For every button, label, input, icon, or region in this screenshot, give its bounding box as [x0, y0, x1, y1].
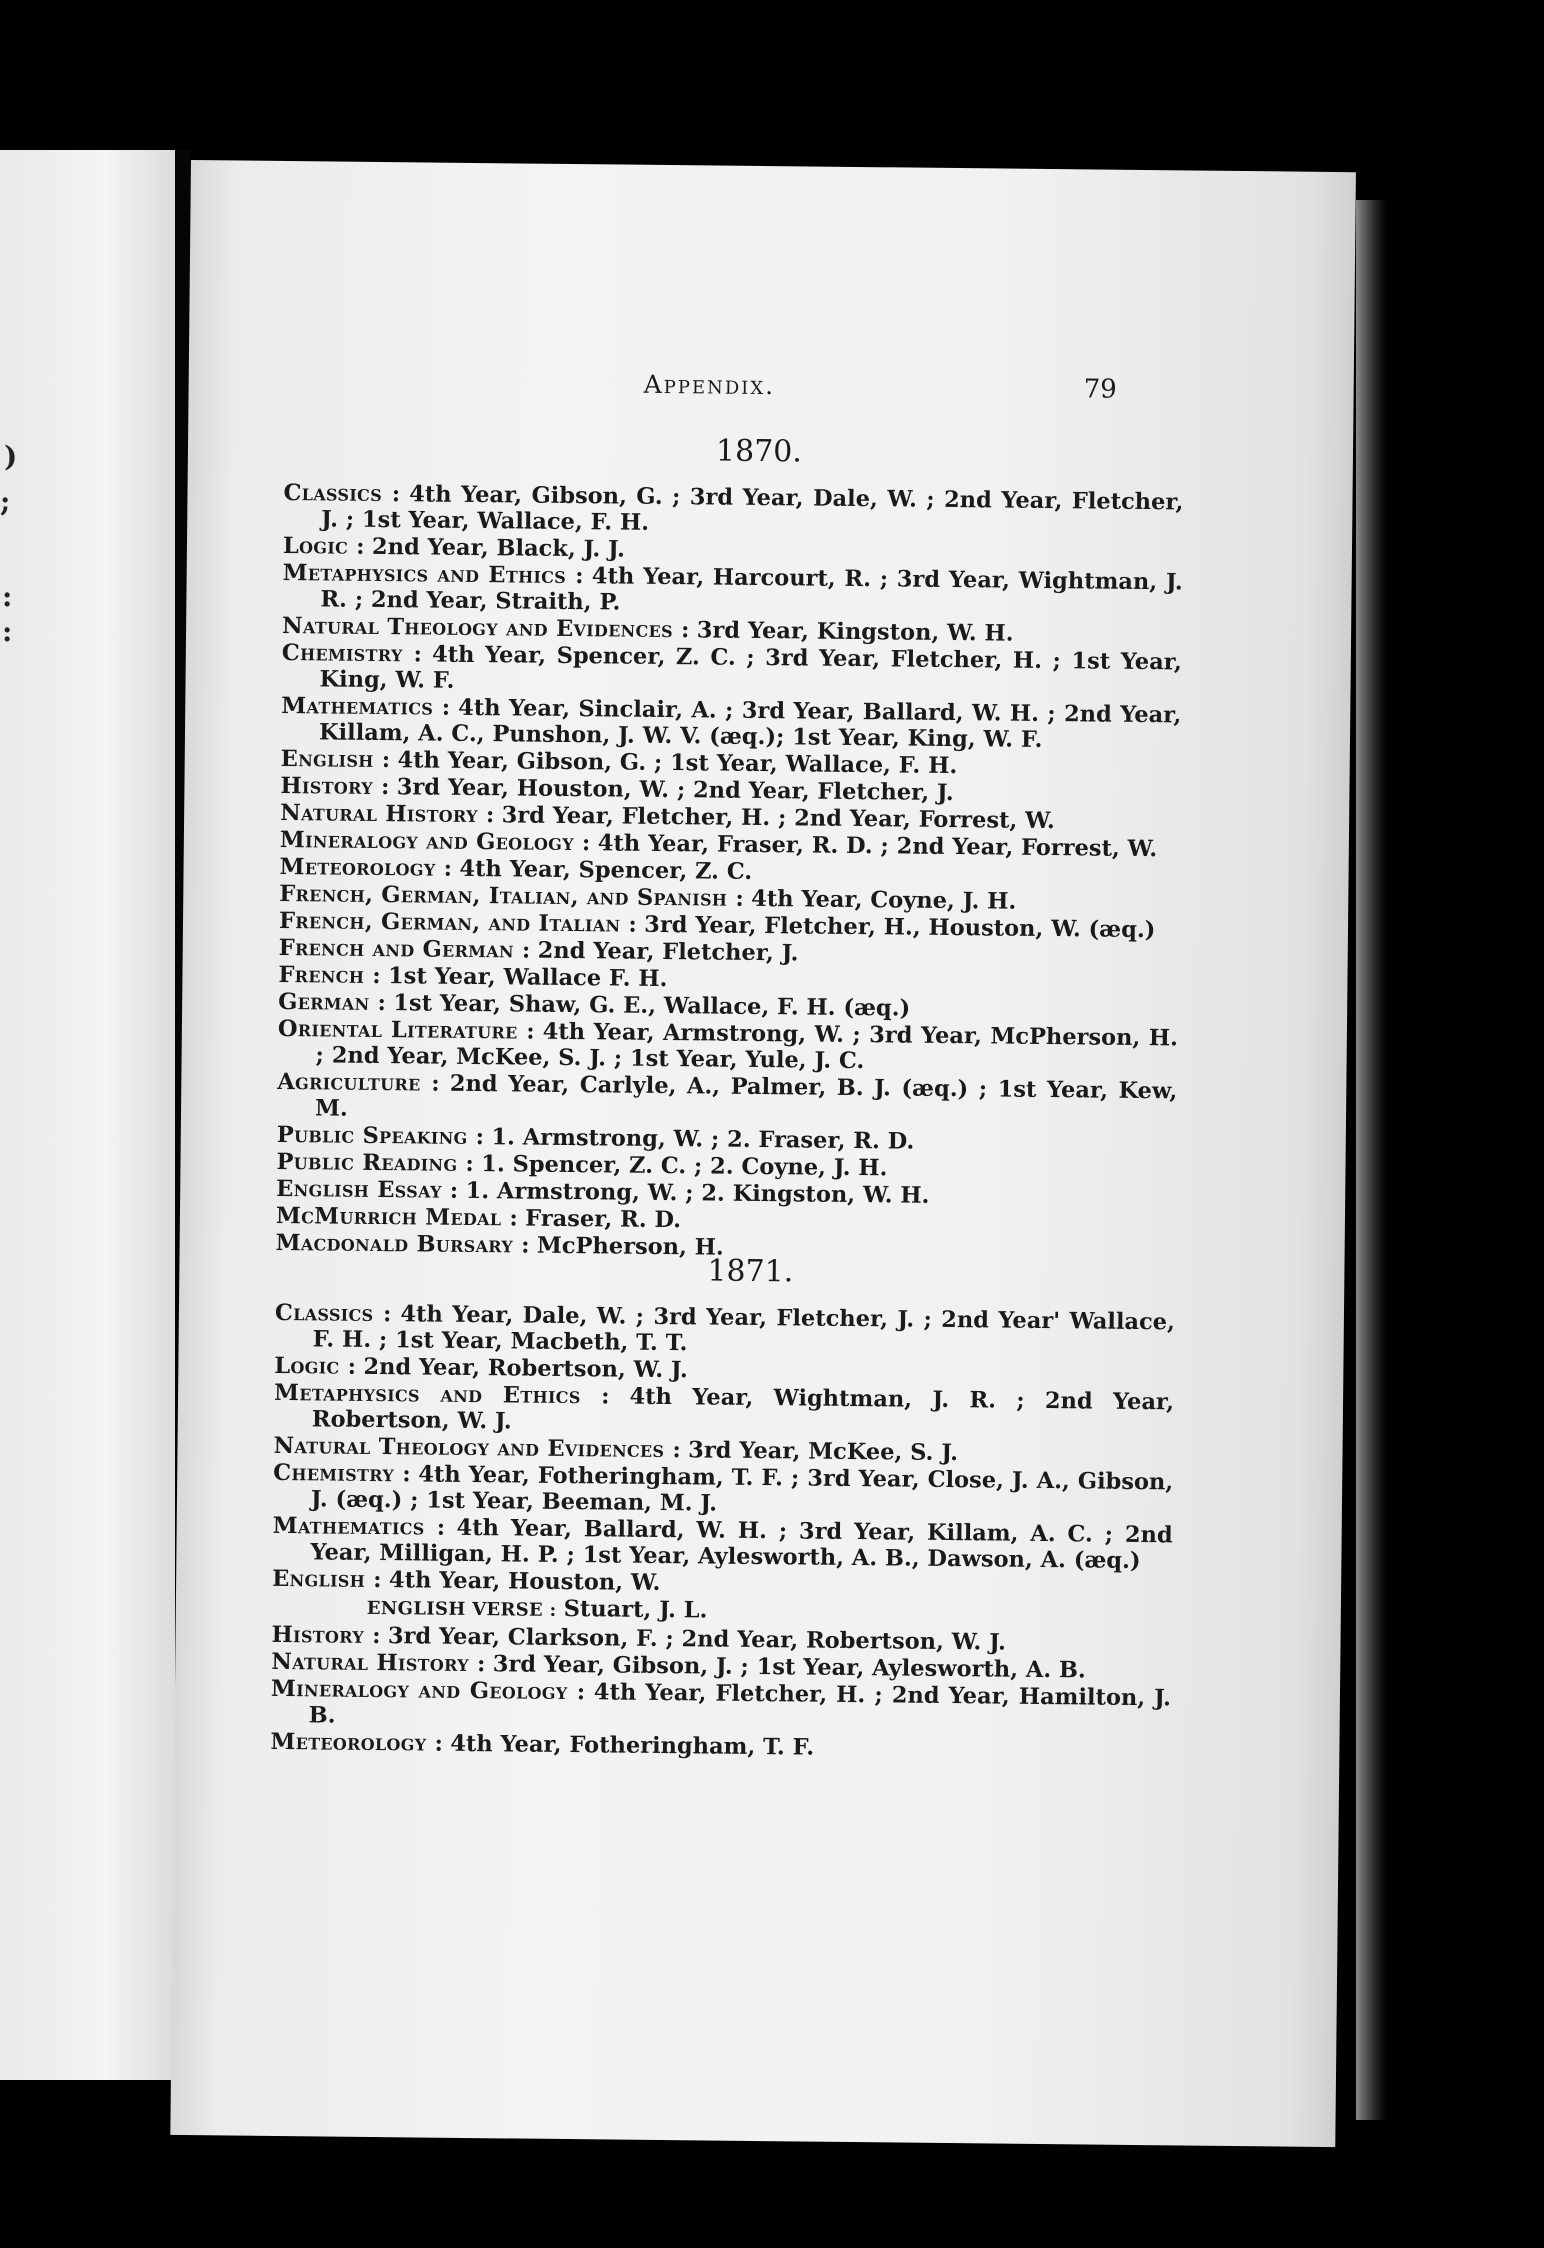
award-text: 4th Year, Spencer, Z. C. ; 3rd Year, Fletcher, H. ; 1st Year, King, W. F.: [319, 641, 1182, 694]
subject-label: Natural History :: [280, 799, 495, 829]
award-text: 3rd Year, Clarkson, F. ; 2nd Year, Robertson, W. J.: [387, 1623, 1007, 1656]
subject-label: Mineralogy and Geology :: [279, 826, 591, 857]
award-text: 4th Year, Ballard, W. H. ; 3rd Year, Killam, A. C. ; 2nd Year, Milligan, H. P. ; 1st Year, Aylesworth, A. B., Dawson, A. (æq.): [310, 1514, 1173, 1575]
subject-label: Natural Theology and Evidences :: [281, 612, 690, 644]
award-text: 3rd Year, Fletcher, H., Houston, W. (æq.): [644, 911, 1156, 944]
subject-label: Metaphysics and Ethics :: [282, 559, 584, 590]
subject-label: ENGLISH VERSE :: [366, 1597, 557, 1621]
award-text: 4th Year, Fletcher, H. ; 2nd Year, Hamilton, J. B.: [308, 1679, 1172, 1729]
award-text: 2nd Year, Carlyle, A., Palmer, B. J. (æq.) ; 1st Year, Kew, M.: [314, 1070, 1178, 1122]
award-text: 1st Year, Wallace F. H.: [387, 963, 668, 993]
entry-list: [276, 480, 1184, 1265]
running-title: Appendix.: [643, 369, 776, 401]
subject-label: Public Speaking :: [276, 1121, 485, 1151]
award-text: 3rd Year, Fletcher, H. ; 2nd Year, Forrest, W.: [501, 802, 1055, 835]
award-text: 3rd Year, Kingston, W. H.: [696, 617, 1014, 647]
award-entry: [283, 480, 1183, 541]
subject-label: French, German, and Italian :: [278, 907, 638, 938]
award-entry: [277, 1016, 1177, 1077]
subject-label: Chemistry :: [281, 639, 423, 668]
subject-label: Natural Theology and Evidences :: [273, 1432, 682, 1464]
award-text: 2nd Year, Fletcher, J.: [537, 937, 799, 967]
page-number: 79: [1083, 374, 1117, 405]
page-edge-shadow: [1356, 200, 1386, 2120]
subject-label: English Essay :: [276, 1175, 459, 1204]
subject-label: Mineralogy and Geology :: [270, 1675, 586, 1706]
subject-label: Metaphysics and Ethics :: [273, 1379, 610, 1410]
subject-label: McMurrich Medal :: [275, 1202, 519, 1232]
subject-label: Mathematics :: [272, 1512, 446, 1541]
award-text: 3rd Year, Houston, W. ; 2nd Year, Fletcher, J.: [396, 774, 954, 807]
book-page: [170, 160, 1356, 2147]
award-text: 1st Year, Shaw, G. E., Wallace, F. H. (æq.): [393, 990, 911, 1022]
award-entry: [271, 1676, 1171, 1737]
award-entry: [272, 1513, 1172, 1574]
award-text: 4th Year, Spencer, Z. C.: [459, 855, 753, 885]
award-text: 4th Year, Dale, W. ; 3rd Year, Fletcher, J. ; 2nd Year' Wallace, F. H. ; 1st Year, Macbeth, T. T.: [312, 1301, 1176, 1357]
award-text: 3rd Year, Gibson, J. ; 1st Year, Aylesworth, A. B.: [492, 1651, 1086, 1684]
award-text: 1. Spencer, Z. C. ; 2. Coyne, J. H.: [481, 1151, 888, 1182]
award-text: 4th Year, Fraser, R. D. ; 2nd Year, Forrest, W.: [597, 830, 1158, 863]
award-entry: [281, 693, 1181, 754]
award-text: 4th Year, Harcourt, R. ; 3rd Year, Wightman, J. R. ; 2nd Year, Straith, P.: [320, 563, 1183, 616]
award-text: 4th Year, Gibson, G. ; 3rd Year, Dale, W. ; 2nd Year, Fletcher, J. ; 1st Year, Wallace, F. H.: [321, 481, 1184, 536]
subject-label: Macdonald Bursary :: [275, 1229, 530, 1259]
subject-label: English :: [280, 745, 391, 774]
subject-label: Logic :: [274, 1352, 357, 1380]
year-heading: 1870.: [715, 433, 803, 470]
subject-label: French and German :: [278, 934, 531, 964]
award-text: 4th Year, Gibson, G. ; 1st Year, Wallace, F. H.: [397, 747, 958, 780]
award-entry: [281, 640, 1181, 701]
year-heading: 1871.: [707, 1253, 794, 1290]
award-entry: [274, 1380, 1174, 1441]
award-text: McPherson, H.: [536, 1232, 724, 1261]
award-text: 4th Year, Sinclair, A. ; 3rd Year, Ballard, W. H. ; 2nd Year, Killam, A. C., Punshon, J. W. V. (æq.); 1st Year, King, W. F.: [318, 694, 1182, 753]
award-text: 1. Armstrong, W. ; 2. Fraser, R. D.: [491, 1124, 915, 1155]
award-text: 4th Year, Coyne, J. H.: [751, 885, 1017, 915]
award-entry: [277, 1069, 1177, 1130]
subject-label: English :: [272, 1565, 382, 1594]
section-1871: [270, 1249, 1175, 1765]
award-entry: [282, 560, 1182, 621]
subject-label: Oriental Literature :: [277, 1015, 536, 1045]
subject-label: French :: [278, 961, 382, 990]
award-entry: [275, 1300, 1175, 1361]
subject-label: Mathematics :: [281, 692, 451, 721]
award-text: 4th Year, Armstrong, W. ; 3rd Year, McPherson, H. ; 2nd Year, McKee, S. J. ; 1st Year, Yule, J. C.: [315, 1018, 1179, 1075]
subject-label: French, German, Italian, and Spanish :: [279, 880, 745, 912]
subject-label: Logic :: [282, 532, 365, 560]
subject-label: Meteorology :: [279, 853, 453, 882]
award-text: Stuart, J. L.: [563, 1595, 708, 1624]
section-1870: [276, 429, 1185, 1266]
running-head: [188, 365, 1353, 417]
award-text: 4th Year, Houston, W.: [388, 1567, 661, 1596]
award-text: 2nd Year, Robertson, W. J.: [363, 1353, 688, 1384]
subject-label: Public Reading :: [276, 1148, 475, 1178]
subject-label: History :: [271, 1621, 381, 1650]
facing-page-marks: ) ; : :: [0, 440, 18, 648]
facing-page-edge: [0, 150, 175, 2080]
subject-label: Chemistry :: [273, 1459, 412, 1488]
award-text: Fraser, R. D.: [525, 1205, 682, 1234]
award-text: 4th Year, Fotheringham, T. F. ; 3rd Year, Close, J. A., Gibson, J. (æq.) ; 1st Year, Beeman, M. J.: [310, 1461, 1174, 1517]
entry-list: [270, 1300, 1175, 1764]
subject-label: Agriculture :: [277, 1068, 441, 1097]
subject-label: Natural History :: [271, 1648, 486, 1678]
award-entry: [273, 1460, 1173, 1521]
subject-label: Meteorology :: [270, 1728, 444, 1757]
award-text: 4th Year, Wightman, J. R. ; 2nd Year, Robertson, W. J.: [311, 1383, 1175, 1435]
subject-label: Classics :: [274, 1299, 392, 1328]
award-text: 2nd Year, Black, J. J.: [371, 533, 626, 563]
award-text: 4th Year, Fotheringham, T. F.: [450, 1730, 815, 1761]
subject-label: German :: [278, 988, 387, 1017]
award-text: 1. Armstrong, W. ; 2. Kingston, W. H.: [465, 1177, 930, 1209]
subject-label: History :: [280, 772, 390, 801]
subject-label: Classics :: [283, 479, 401, 508]
award-text: 3rd Year, McKee, S. J.: [688, 1437, 959, 1467]
